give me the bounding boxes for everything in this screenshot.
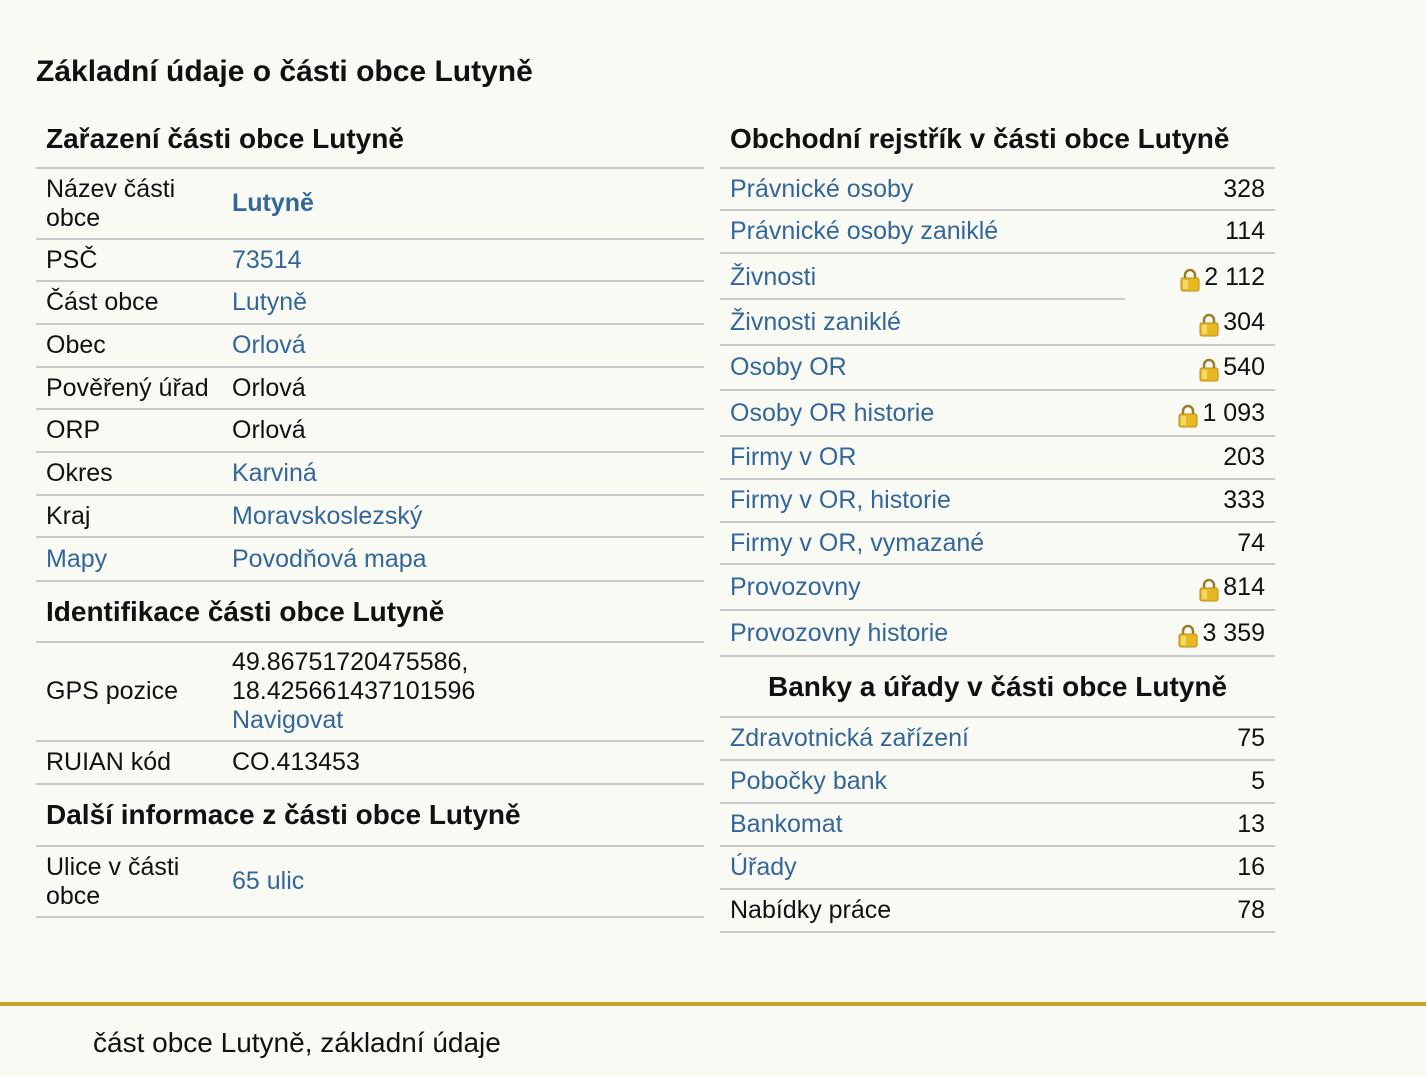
row-ruian (36, 742, 704, 785)
row-ulice (36, 847, 704, 918)
lock-icon (1199, 313, 1219, 337)
row-firmy-v-or-vymazane (720, 523, 1275, 565)
page-title: Základní údaje o části obce Lutyně (36, 55, 533, 88)
row-povereny-urad (36, 368, 704, 410)
count-pobocky-bank: 5 (1251, 767, 1265, 795)
row-nazev (36, 169, 704, 240)
link-cast-obce[interactable]: Lutyně (232, 288, 308, 316)
link-osoby-or-historie[interactable]: Osoby OR historie (730, 398, 935, 427)
link-zdravotnicka-zarizeni[interactable]: Zdravotnická zařízení (730, 724, 969, 752)
count-firmy-v-or: 203 (1223, 443, 1265, 471)
row-psc (36, 240, 704, 282)
row-orp (36, 410, 704, 453)
lock-icon (1199, 578, 1219, 602)
count-provozovny-historie-value: 3 359 (1202, 618, 1265, 647)
value-gps (232, 648, 704, 735)
row-zivnosti (720, 254, 1275, 300)
count-osoby-or-historie-value: 1 093 (1202, 398, 1265, 427)
row-cast-obce (36, 282, 704, 325)
link-obec[interactable]: Orlová (232, 331, 306, 359)
lock-icon (1199, 358, 1219, 382)
row-gps (36, 643, 704, 742)
count-zivnosti-zanikle (1199, 308, 1265, 337)
count-firmy-v-or-historie: 333 (1223, 486, 1265, 514)
link-kraj[interactable]: Moravskoslezský (232, 501, 423, 530)
count-pravnicke-osoby: 328 (1223, 174, 1265, 203)
right-column (720, 110, 1275, 933)
lock-icon (1180, 268, 1200, 292)
row-osoby-or-historie (720, 391, 1275, 437)
row-provozovny-historie (720, 611, 1275, 657)
footer-divider (0, 1002, 1426, 1006)
section-title-zarazeni: Zařazení části obce Lutyně (36, 110, 704, 169)
row-firmy-v-or (720, 437, 1275, 480)
count-zivnosti-zanikle-value: 304 (1223, 307, 1265, 336)
section-title-obchodni-rejstrik: Obchodní rejstřík v části obce Lutyně (720, 110, 1275, 169)
link-firmy-v-or-historie[interactable]: Firmy v OR, historie (730, 486, 951, 514)
label-povereny-urad: Pověřený úřad (46, 373, 209, 402)
value-ruian: CO.413453 (232, 748, 360, 776)
row-kraj (36, 496, 704, 538)
gps-latitude: 49.86751720475586, (232, 648, 469, 676)
link-bankomat[interactable]: Bankomat (730, 810, 843, 838)
lock-icon (1178, 624, 1198, 648)
section-title-identifikace: Identifikace části obce Lutyně (36, 582, 704, 643)
lock-icon (1178, 404, 1198, 428)
count-provozovny-historie (1178, 619, 1265, 648)
link-firmy-v-or-vymazane[interactable]: Firmy v OR, vymazané (730, 528, 985, 557)
count-provozovny-value: 814 (1223, 572, 1265, 601)
count-firmy-v-or-vymazane: 74 (1237, 528, 1265, 557)
link-osoby-or[interactable]: Osoby OR (730, 353, 847, 381)
row-okres (36, 453, 704, 496)
row-pravnicke-osoby-zanikle (720, 211, 1275, 254)
gps-longitude: 18.425661437101596 (232, 677, 476, 705)
row-urady (720, 847, 1275, 890)
row-zivnosti-zanikle (720, 300, 1275, 346)
label-nabidky-prace: Nabídky práce (730, 896, 892, 924)
row-firmy-v-or-historie (720, 480, 1275, 523)
link-nazev[interactable]: Lutyně (232, 189, 314, 217)
count-osoby-or-historie (1178, 399, 1265, 428)
row-zdravotnicka-zarizeni (720, 718, 1275, 761)
count-zdravotnicka-zarizeni: 75 (1237, 724, 1265, 752)
row-osoby-or (720, 346, 1275, 391)
label-okres: Okres (46, 459, 113, 487)
count-urady: 16 (1237, 853, 1265, 881)
left-column (36, 110, 704, 918)
label-nazev: Název části obce (46, 174, 176, 232)
link-pobocky-bank[interactable]: Pobočky bank (730, 767, 888, 795)
count-osoby-or (1199, 353, 1265, 382)
value-orp: Orlová (232, 416, 306, 444)
row-pravnicke-osoby (720, 169, 1275, 211)
section-title-banky: Banky a úřady v části obce Lutyně (720, 657, 1275, 718)
link-psc[interactable]: 73514 (232, 245, 302, 274)
link-zivnosti-zanikle[interactable]: Živnosti zaniklé (730, 307, 901, 336)
label-cast-obce: Část obce (46, 288, 159, 316)
label-kraj: Kraj (46, 501, 91, 530)
count-nabidky-prace: 78 (1237, 896, 1265, 924)
label-psc: PSČ (46, 245, 98, 274)
row-obec (36, 325, 704, 368)
link-firmy-v-or[interactable]: Firmy v OR (730, 443, 857, 471)
row-pobocky-bank (720, 761, 1275, 804)
section-title-dalsi: Další informace z části obce Lutyně (36, 785, 704, 847)
link-povodnova-mapa[interactable]: Povodňová mapa (232, 544, 427, 573)
link-pravnicke-osoby-zanikle[interactable]: Právnické osoby zaniklé (730, 217, 999, 245)
link-okres[interactable]: Karviná (232, 459, 317, 487)
count-provozovny (1199, 573, 1265, 602)
link-navigovat[interactable]: Navigovat (232, 706, 344, 734)
link-provozovny[interactable]: Provozovny (730, 572, 861, 601)
value-povereny-urad: Orlová (232, 373, 306, 402)
count-zivnosti (1180, 263, 1265, 292)
link-ulice[interactable]: 65 ulic (232, 867, 305, 895)
label-obec: Obec (46, 331, 106, 359)
row-mapy (36, 538, 704, 582)
count-pravnicke-osoby-zanikle: 114 (1225, 217, 1265, 245)
label-orp: ORP (46, 416, 101, 444)
row-bankomat (720, 804, 1275, 847)
link-mapy[interactable]: Mapy (46, 544, 108, 573)
link-urady[interactable]: Úřady (730, 853, 797, 881)
label-ulice: Ulice v části obce (46, 852, 180, 910)
row-nabidky-prace (720, 890, 1275, 933)
label-gps: GPS pozice (46, 677, 179, 705)
link-pravnicke-osoby[interactable]: Právnické osoby (730, 174, 914, 203)
link-zivnosti[interactable]: Živnosti (730, 262, 817, 291)
link-provozovny-historie[interactable]: Provozovny historie (730, 618, 949, 647)
count-zivnosti-value: 2 112 (1204, 262, 1265, 291)
footer-text: část obce Lutyně, základní údaje (93, 1027, 501, 1058)
count-bankomat: 13 (1237, 810, 1265, 838)
count-osoby-or-value: 540 (1223, 353, 1265, 381)
row-provozovny (720, 565, 1275, 611)
label-ruian: RUIAN kód (46, 748, 172, 776)
